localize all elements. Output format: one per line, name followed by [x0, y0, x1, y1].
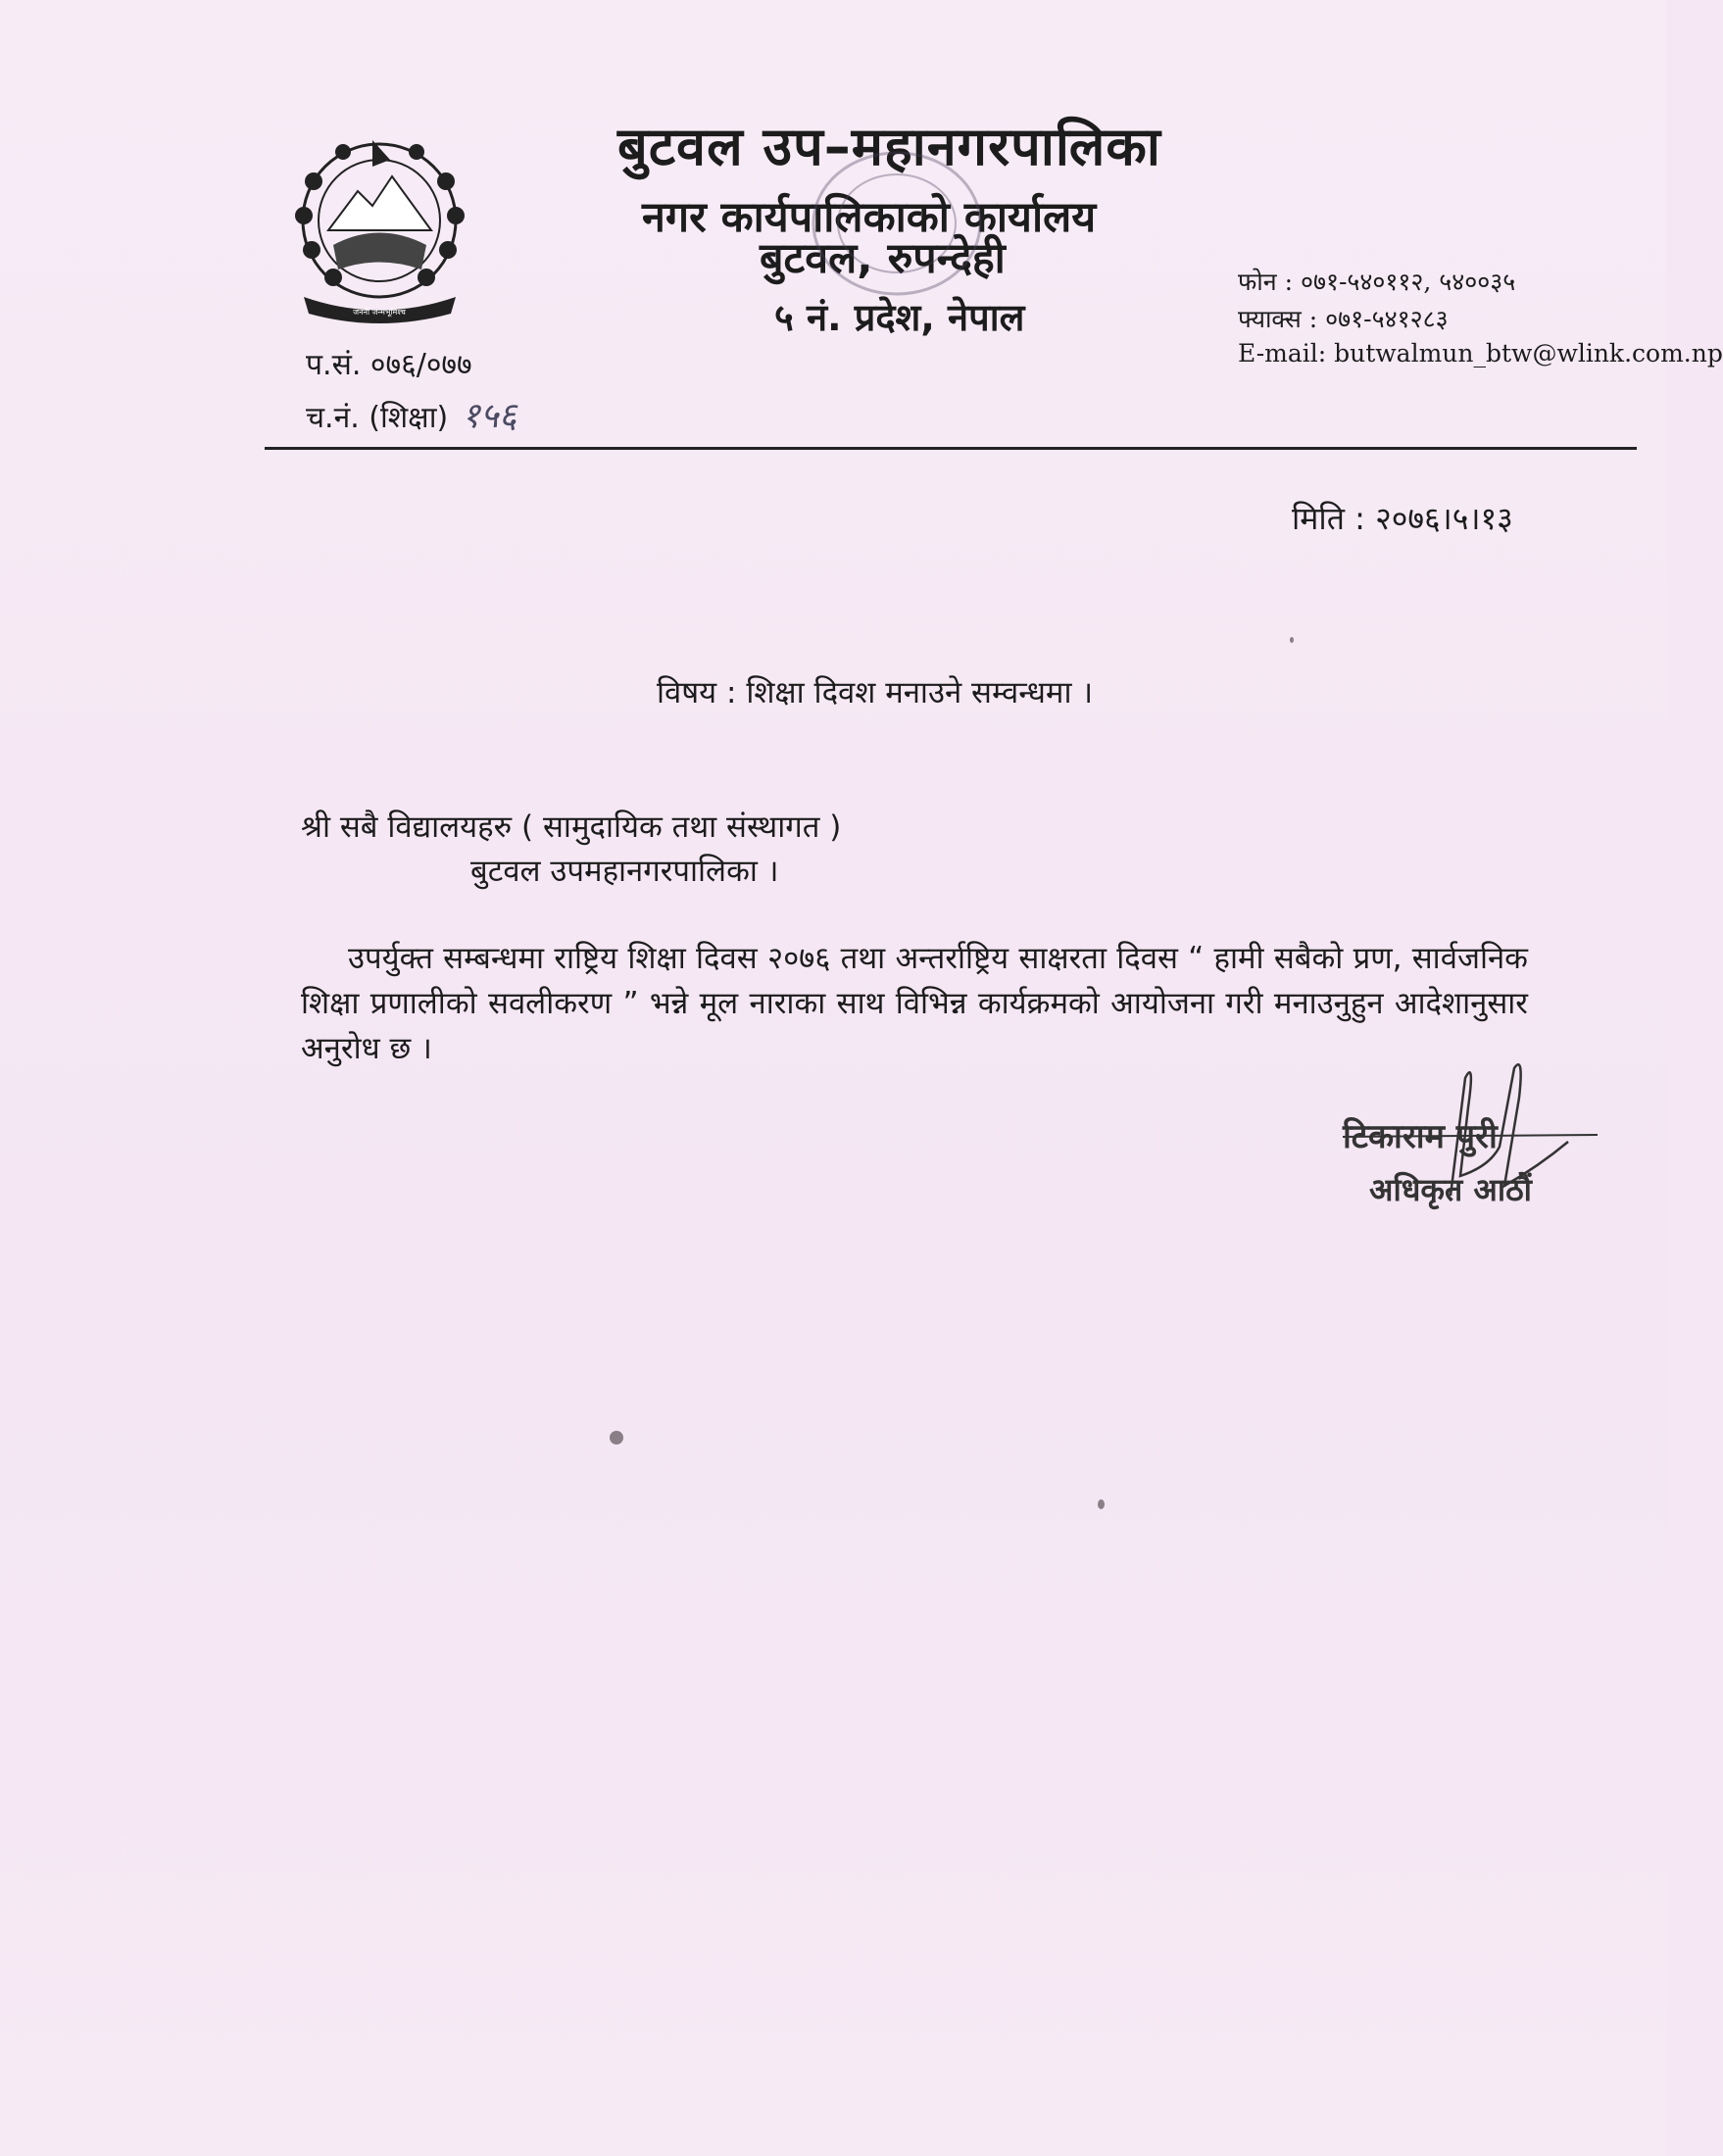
contact-email: E-mail: butwalmun_btw@wlink.com.np	[1238, 339, 1723, 368]
letter-subject: विषय : शिक्षा दिवश मनाउने सम्वन्धमा ।	[657, 675, 1094, 710]
letter-body: उपर्युक्त सम्बन्धमा राष्ट्रिय शिक्षा दिवस २०७६ तथा अन्तर्राष्ट्रिय साक्षरता दिवस “ हामी सबैको प्रण, सार्वजनिक शिक्षा प्रणालीको सवलीकरण ” भन्ने मूल नाराका साथ विभिन्न कार्यक्रमको आयोजना गरी मनाउनुहुन आदेशानुसार अनुरोध छ ।	[301, 941, 1528, 1066]
nepal-emblem-icon	[274, 122, 485, 333]
contact-fax: फ्याक्स : ०७१-५४१२८३	[1238, 305, 1449, 333]
office-name: बुटवल उप–महानगरपालिका	[617, 116, 1161, 177]
paper-speck	[610, 1431, 623, 1445]
office-subtitle: नगर कार्यपालिकाको कार्यालय	[642, 193, 1097, 242]
reference-cha-nam	[306, 390, 517, 438]
header-divider	[265, 447, 1637, 450]
cha-nam-label: च.नं. (शिक्षा)	[306, 401, 449, 435]
addressee-line-1: श्री सबै विद्यालयहरु ( सामुदायिक तथा संस्थागत )	[301, 809, 842, 845]
signatory-title-stamp: अधिकृत आठौं	[1369, 1171, 1532, 1208]
contact-phone: फोन : ०७१-५४०११२, ५४००३५	[1238, 268, 1516, 296]
signatory-name-stamp: टिकाराम पुरी	[1343, 1117, 1498, 1156]
letter-date: मिति : २०७६।५।१३	[1292, 500, 1513, 537]
cha-nam-handwritten: १५६	[462, 396, 517, 436]
paper-speck	[1098, 1499, 1105, 1509]
office-province: ५ नं. प्रदेश, नेपाल	[774, 296, 1025, 339]
reference-pa-san: प.सं. ०७६/०७७	[306, 348, 472, 382]
office-seal-icon	[804, 145, 990, 302]
addressee-line-2: बुटवल उपमहानगरपालिका ।	[470, 854, 779, 889]
paper-speck	[1290, 637, 1294, 643]
handwritten-signature-icon	[1343, 1049, 1607, 1245]
svg-text:जननी जन्मभूमिश्च: जननी जन्मभूमिश्च	[353, 308, 406, 317]
office-location: बुटवल, रुपन्देही	[760, 234, 1006, 283]
